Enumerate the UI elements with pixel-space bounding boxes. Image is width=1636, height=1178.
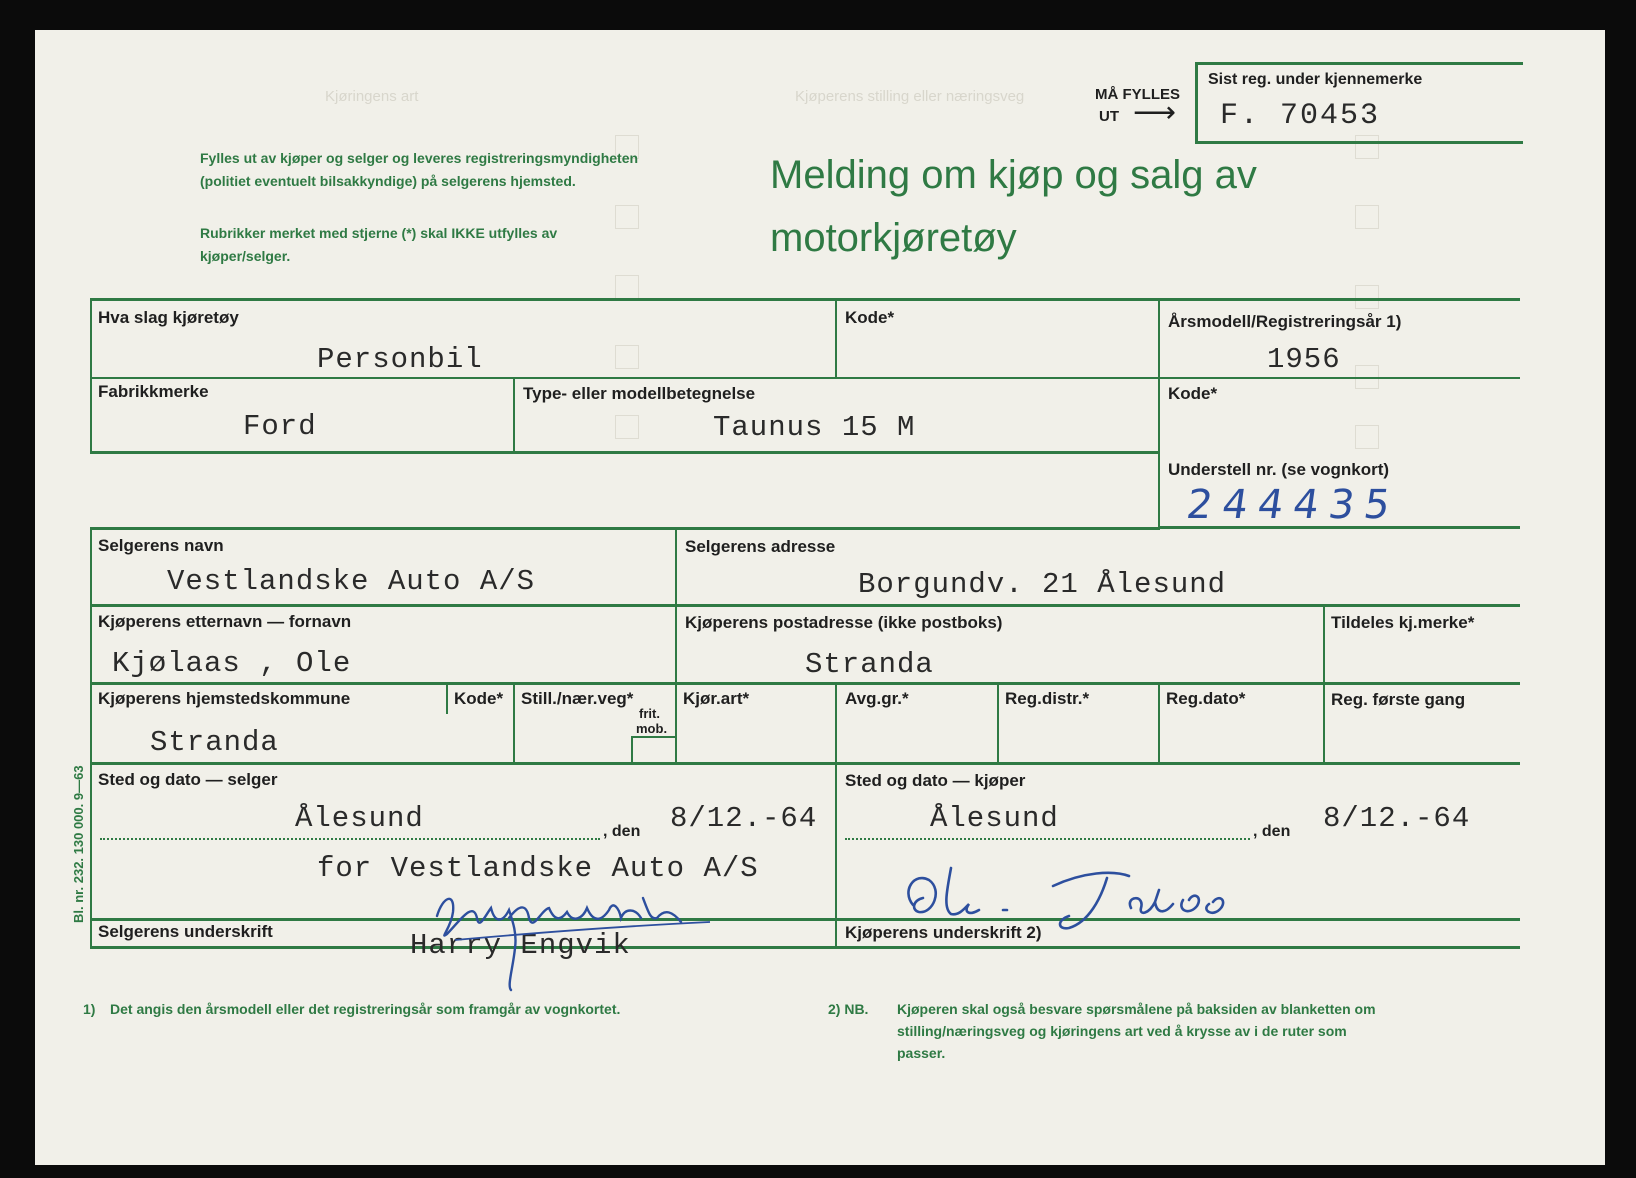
make-field[interactable]: Ford xyxy=(243,410,317,443)
dotted-line xyxy=(100,838,600,840)
divider xyxy=(835,682,837,764)
divider xyxy=(631,736,675,738)
mob-label: mob. xyxy=(636,721,668,736)
seller-address-field[interactable]: Borgundv. 21 Ålesund xyxy=(858,568,1227,601)
code-label: Kode* xyxy=(845,308,895,327)
buyer-place-date-label: Sted og dato — kjøper xyxy=(845,771,1026,790)
divider xyxy=(90,762,1520,765)
footnote-2-number: 2) NB. xyxy=(828,1001,869,1017)
bleed-through-box xyxy=(1355,205,1379,229)
seller-date-field[interactable]: 8/12.-64 xyxy=(670,802,818,835)
divider xyxy=(90,946,1520,949)
model-year-field[interactable]: 1956 xyxy=(1267,343,1341,376)
reg-date-label: Reg.dato* xyxy=(1166,689,1246,708)
seller-name-field[interactable]: Vestlandske Auto A/S xyxy=(167,565,536,598)
seller-place-date-label: Sted og dato — selger xyxy=(98,770,278,789)
model-year-label: Årsmodell/Registreringsår 1) xyxy=(1168,312,1402,331)
divider xyxy=(835,298,837,379)
arrow-icon: ⟶ xyxy=(1133,96,1177,129)
must-fill-label: MÅ FYLLES xyxy=(1095,86,1180,103)
municipality-label: Kjøperens hjemstedskommune xyxy=(98,689,351,708)
code-label-2: Kode* xyxy=(1168,384,1218,403)
footnote-1-number: 1) xyxy=(83,1001,96,1017)
divider xyxy=(1323,604,1325,764)
reg-district-label: Reg.distr.* xyxy=(1005,689,1090,708)
form-paper xyxy=(35,30,1605,1165)
vehicle-type-label: Hva slag kjøretøy xyxy=(98,308,239,327)
divider xyxy=(90,377,1520,379)
seller-place-field[interactable]: Ålesund xyxy=(295,802,424,835)
seller-typed-name: Harry Engvik xyxy=(410,929,631,962)
bleed-through-box xyxy=(1355,425,1379,449)
seller-address-label: Selgerens adresse xyxy=(685,537,836,556)
must-fill-label-2: UT xyxy=(1099,108,1119,125)
seller-signature xyxy=(425,878,715,993)
divider xyxy=(90,604,1520,607)
form-title-line2: motorkjøretøy xyxy=(770,216,1017,260)
buyer-place-field[interactable]: Ålesund xyxy=(930,802,1059,835)
model-field[interactable]: Taunus 15 M xyxy=(713,411,916,444)
bleed-through-box xyxy=(1355,285,1379,309)
registration-value: F. 70453 xyxy=(1220,99,1381,133)
divider xyxy=(90,298,1520,301)
buyer-address-label: Kjøperens postadresse (ikke postboks) xyxy=(685,613,1003,632)
drive-type-label: Kjør.art* xyxy=(683,689,750,708)
form-title-line1: Melding om kjøp og salg av xyxy=(770,153,1257,197)
divider xyxy=(513,377,515,454)
divider xyxy=(90,527,92,765)
registration-label: Sist reg. under kjennemerke xyxy=(1208,71,1423,88)
instructions-text: Fylles ut av kjøper og selger og leveres registreringsmyndigheten (politiet eventuelt bilsakkyndige) på selgerens hjemsted. xyxy=(200,150,639,189)
divider xyxy=(675,527,677,685)
buyer-name-field[interactable]: Kjølaas , Ole xyxy=(112,647,352,680)
assign-plate-label: Tildeles kj.merke* xyxy=(1331,613,1475,632)
divider xyxy=(90,527,1160,530)
buyer-date-field[interactable]: 8/12.-64 xyxy=(1323,802,1471,835)
divider xyxy=(1158,298,1160,528)
divider xyxy=(513,682,515,764)
den-label-2: , den xyxy=(1253,823,1291,840)
divider xyxy=(446,682,448,714)
divider xyxy=(90,298,92,454)
divider xyxy=(90,918,1520,921)
footnote-2-text: Kjøperen skal også besvare spørsmålene på baksiden av blanketten om stilling/næringsveg og kjøringens art ved å krysse av i de ruter som passer. xyxy=(897,1001,1376,1061)
chassis-field[interactable]: 244435 xyxy=(1183,482,1403,528)
form-number: Bl. nr. 232. 130 000. 9—63 xyxy=(71,765,86,923)
frit-label: frit. xyxy=(639,706,660,721)
tax-group-label: Avg.gr.* xyxy=(845,689,909,708)
buyer-signature-label: Kjøperens underskrift 2) xyxy=(845,923,1042,942)
buyer-name-label: Kjøperens etternavn — fornavn xyxy=(98,612,352,631)
municipality-field[interactable]: Stranda xyxy=(150,726,279,759)
first-reg-label: Reg. første gang xyxy=(1331,690,1466,709)
divider xyxy=(835,762,837,949)
divider xyxy=(675,682,677,764)
divider xyxy=(1158,682,1160,764)
instructions-note: Rubrikker merket med stjerne (*) skal IKKE utfylles av kjøper/selger. xyxy=(200,225,558,264)
make-label: Fabrikkmerke xyxy=(98,382,209,401)
dotted-line xyxy=(845,838,1250,840)
occupation-label: Still./nær.veg* xyxy=(521,689,634,708)
divider xyxy=(90,762,92,949)
buyer-address-field[interactable]: Stranda xyxy=(805,648,934,681)
chassis-label: Understell nr. (se vognkort) xyxy=(1168,460,1390,479)
footnote-1-text: Det angis den årsmodell eller det registreringsår som framgår av vognkortet. xyxy=(110,1001,621,1017)
registration-box xyxy=(1195,62,1523,144)
seller-for-field[interactable]: for Vestlandske Auto A/S xyxy=(317,852,759,885)
bleed-through-box xyxy=(615,415,639,439)
bleed-through-text: Kjøperens stilling eller næringsveg xyxy=(795,88,1025,105)
buyer-signature xyxy=(893,850,1293,940)
divider xyxy=(90,451,1160,454)
divider xyxy=(90,682,1520,685)
den-label: , den xyxy=(603,823,641,840)
vehicle-type-field[interactable]: Personbil xyxy=(317,343,483,376)
divider xyxy=(997,682,999,764)
bleed-through-text: Kjøringens art xyxy=(325,88,419,105)
divider xyxy=(631,736,633,764)
model-label: Type- eller modellbetegnelse xyxy=(523,384,756,403)
bleed-through-box xyxy=(615,275,639,299)
bleed-through-box xyxy=(615,345,639,369)
municipality-code-label: Kode* xyxy=(454,689,504,708)
seller-signature-label: Selgerens underskrift xyxy=(98,922,273,941)
seller-name-label: Selgerens navn xyxy=(98,536,224,555)
